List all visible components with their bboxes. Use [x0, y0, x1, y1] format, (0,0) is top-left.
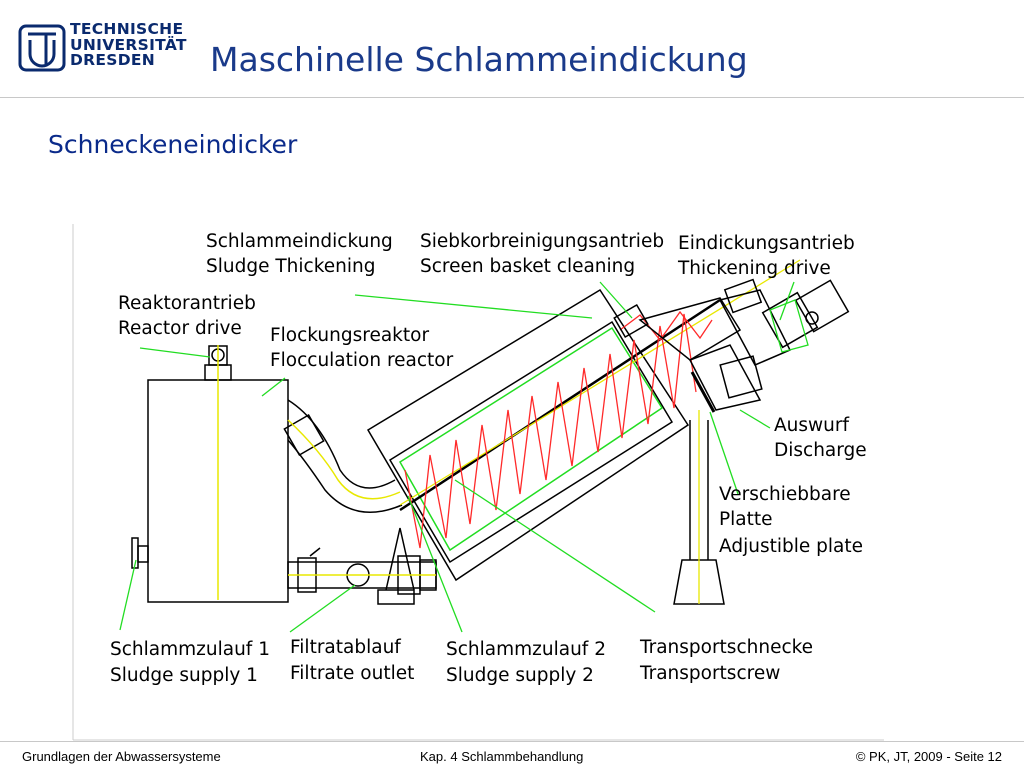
label-transport-screw [639, 637, 813, 684]
label-screen-cleaning [420, 231, 664, 277]
label-reactor-drive [118, 293, 256, 339]
logo-line-2: UNIVERSITÄT [70, 35, 187, 54]
footer-course: Grundlagen der Abwassersysteme [22, 749, 221, 764]
adjustable-plate [692, 372, 714, 412]
diagram-label-text: Discharge [774, 440, 867, 461]
label-sludge-supply-1 [110, 639, 270, 686]
leader-transport-screw [455, 480, 655, 612]
logo-line-1: TECHNISCHE [70, 20, 184, 38]
diagram-label-text: Thickening drive [678, 258, 831, 279]
diagram-label-text: Verschiebbare [719, 484, 851, 505]
label-sludge-supply-2 [446, 639, 606, 686]
diagram-label-text: Transportscrew [640, 663, 781, 684]
slide-subtitle: Schneckeneindicker [48, 130, 298, 159]
footer-divider [0, 741, 1024, 742]
diagram-label-text: Siebkorbreinigungsantrieb [420, 231, 665, 252]
diagram-label-text: Transportschnecke [640, 637, 814, 658]
diagram-label-text: Sludge supply 1 [110, 665, 258, 686]
drive-housing [614, 280, 848, 410]
feed-pipe-axis [288, 420, 400, 499]
diagram-label-text: Filtratablauf [290, 637, 401, 658]
leader-discharge [740, 410, 770, 428]
footer-page: © PK, JT, 2009 - Seite 12 [855, 749, 1002, 764]
diagram-label-text: Flockungsreaktor [270, 325, 430, 346]
footer-chapter: Kap. 4 Schlammbehandlung [420, 749, 584, 764]
diagram-label-text: Reaktorantrieb [118, 293, 256, 314]
leader-reactor-drive [140, 348, 210, 357]
logo-line-3: DRESDEN [70, 51, 156, 69]
diagram-label-text: Sludge supply 2 [446, 665, 594, 686]
label-sludge-thickening [206, 231, 393, 277]
diagram-label-text: Auswurf [774, 415, 849, 436]
diagram-label-text: Schlammzulauf 1 [110, 639, 270, 660]
flocculation-reactor [132, 346, 288, 602]
diagram-label-text: Schlammeindickung [206, 231, 393, 252]
diagram-label-text: Reactor drive [118, 318, 242, 339]
leader-sludge-supply-2 [408, 496, 462, 632]
feed-pipe [284, 400, 402, 512]
label-filtrate-outlet [290, 637, 414, 684]
diagram-label-text: Flocculation reactor [270, 350, 454, 371]
filtrate-pipe [288, 528, 436, 604]
leader-adjustable-plate [710, 412, 738, 494]
label-adjustable-plate [719, 484, 863, 557]
diagram-label-text: Eindickungsantrieb [678, 233, 855, 254]
logo-wordmark [70, 22, 187, 69]
label-discharge [774, 415, 867, 461]
diagram-label-text: Platte [719, 509, 773, 530]
label-flocculation [270, 325, 454, 371]
diagram-label-text: Filtrate outlet [290, 663, 415, 684]
diagram-label-text: Schlammzulauf 2 [446, 639, 606, 660]
label-thickening-drive [677, 233, 855, 279]
diagram-label-text: Screen basket cleaning [420, 256, 636, 277]
diagram-label-text: Sludge Thickening [206, 256, 376, 277]
tu-logo-icon [20, 26, 64, 70]
leader-screen-cleaning [600, 282, 632, 318]
leader-sludge-thickening [355, 295, 592, 318]
page-title: Maschinelle Schlammeindickung [210, 40, 748, 79]
diagram-label-text: Adjustible plate [719, 536, 863, 557]
screw-thickener-diagram [72, 223, 884, 741]
screw-shaft [400, 300, 720, 510]
header-divider [0, 97, 1024, 98]
leader-sludge-supply-1 [120, 560, 136, 630]
